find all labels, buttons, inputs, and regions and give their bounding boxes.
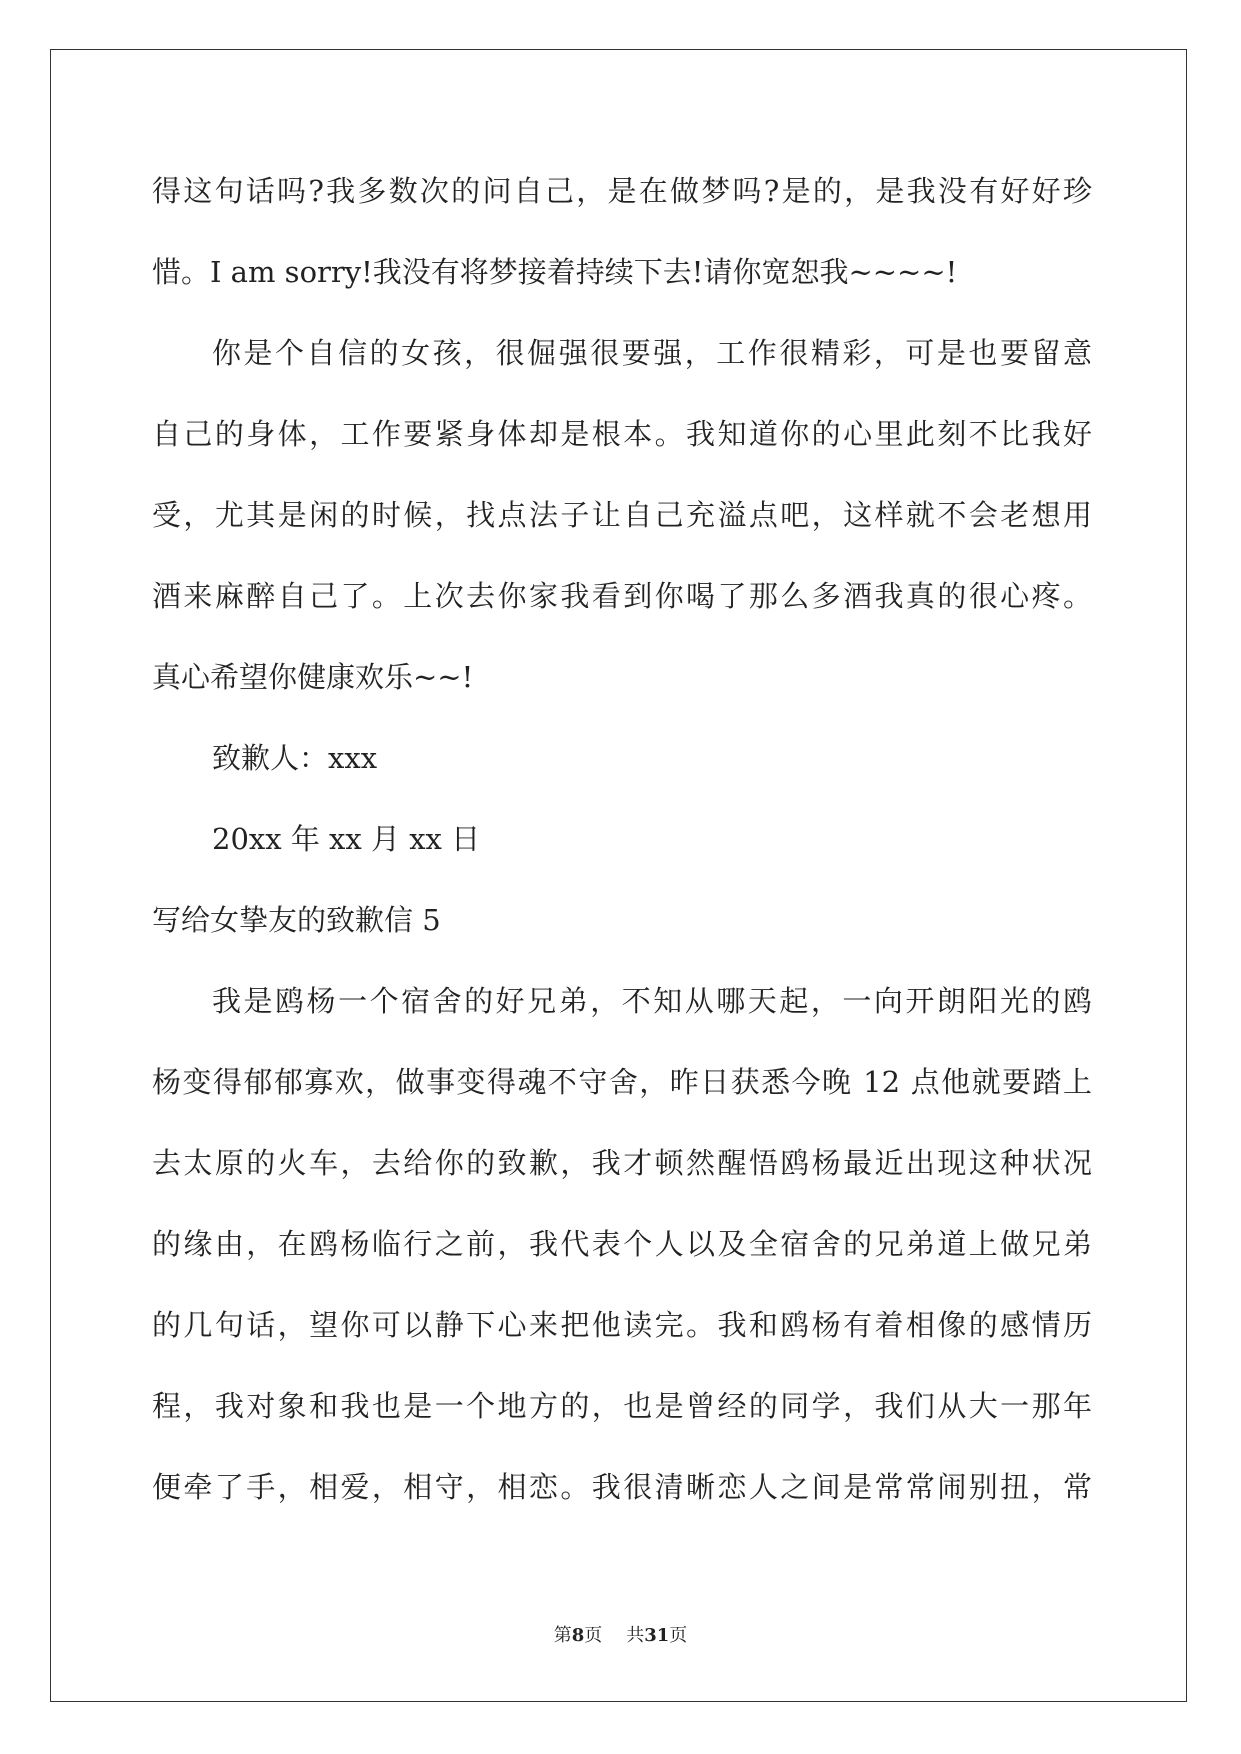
text-line: 便牵了手，相爱，相守，相恋。我很清晰恋人之间是常常闹别扭，常	[152, 1470, 1092, 1504]
paragraph-first-line: 你是个自信的女孩，很倔强很要强，工作很精彩，可是也要留意	[212, 336, 1092, 370]
text-line: 杨变得郁郁寡欢，做事变得魂不守舍，昨日获悉今晚 12 点他就要踏上	[152, 1065, 1092, 1099]
total-prefix: 共	[626, 1625, 645, 1646]
section-heading: 写给女挚友的致歉信 5	[152, 903, 441, 937]
page-number-current: 8	[571, 1625, 585, 1646]
text-line: 的缘由，在鸥杨临行之前，我代表个人以及全宿舍的兄弟道上做兄弟	[152, 1227, 1092, 1261]
page-footer	[0, 1624, 1241, 1648]
date-line: 20xx 年 xx 月 xx 日	[212, 822, 481, 856]
text-line: 惜。I am sorry!我没有将梦接着持续下去!请你宽恕我~~~~!	[152, 255, 958, 289]
text-line: 自己的身体，工作要紧身体却是根本。我知道你的心里此刻不比我好	[152, 417, 1092, 451]
page-prefix: 第	[553, 1625, 572, 1646]
page-suffix: 页	[584, 1625, 603, 1646]
text-line: 酒来麻醉自己了。上次去你家我看到你喝了那么多酒我真的很心疼。	[152, 579, 1092, 613]
paragraph-first-line: 我是鸥杨一个宿舍的好兄弟，不知从哪天起，一向开朗阳光的鸥	[212, 984, 1092, 1018]
total-suffix: 页	[669, 1625, 688, 1646]
document-body	[152, 162, 1092, 1539]
text-line: 的几句话，望你可以静下心来把他读完。我和鸥杨有着相像的感情历	[152, 1308, 1092, 1342]
text-line: 程，我对象和我也是一个地方的，也是曾经的同学，我们从大一那年	[152, 1389, 1092, 1423]
page-number-total: 31	[644, 1625, 670, 1646]
text-line: 得这句话吗?我多数次的问自己，是在做梦吗?是的，是我没有好好珍	[152, 174, 1092, 208]
text-line: 真心希望你健康欢乐~~!	[152, 660, 474, 694]
text-line: 去太原的火车，去给你的致歉，我才顿然醒悟鸥杨最近出现这种状况	[152, 1146, 1092, 1180]
text-line: 受，尤其是闲的时候，找点法子让自己充溢点吧，这样就不会老想用	[152, 498, 1092, 532]
signature-line: 致歉人：xxx	[212, 741, 378, 775]
